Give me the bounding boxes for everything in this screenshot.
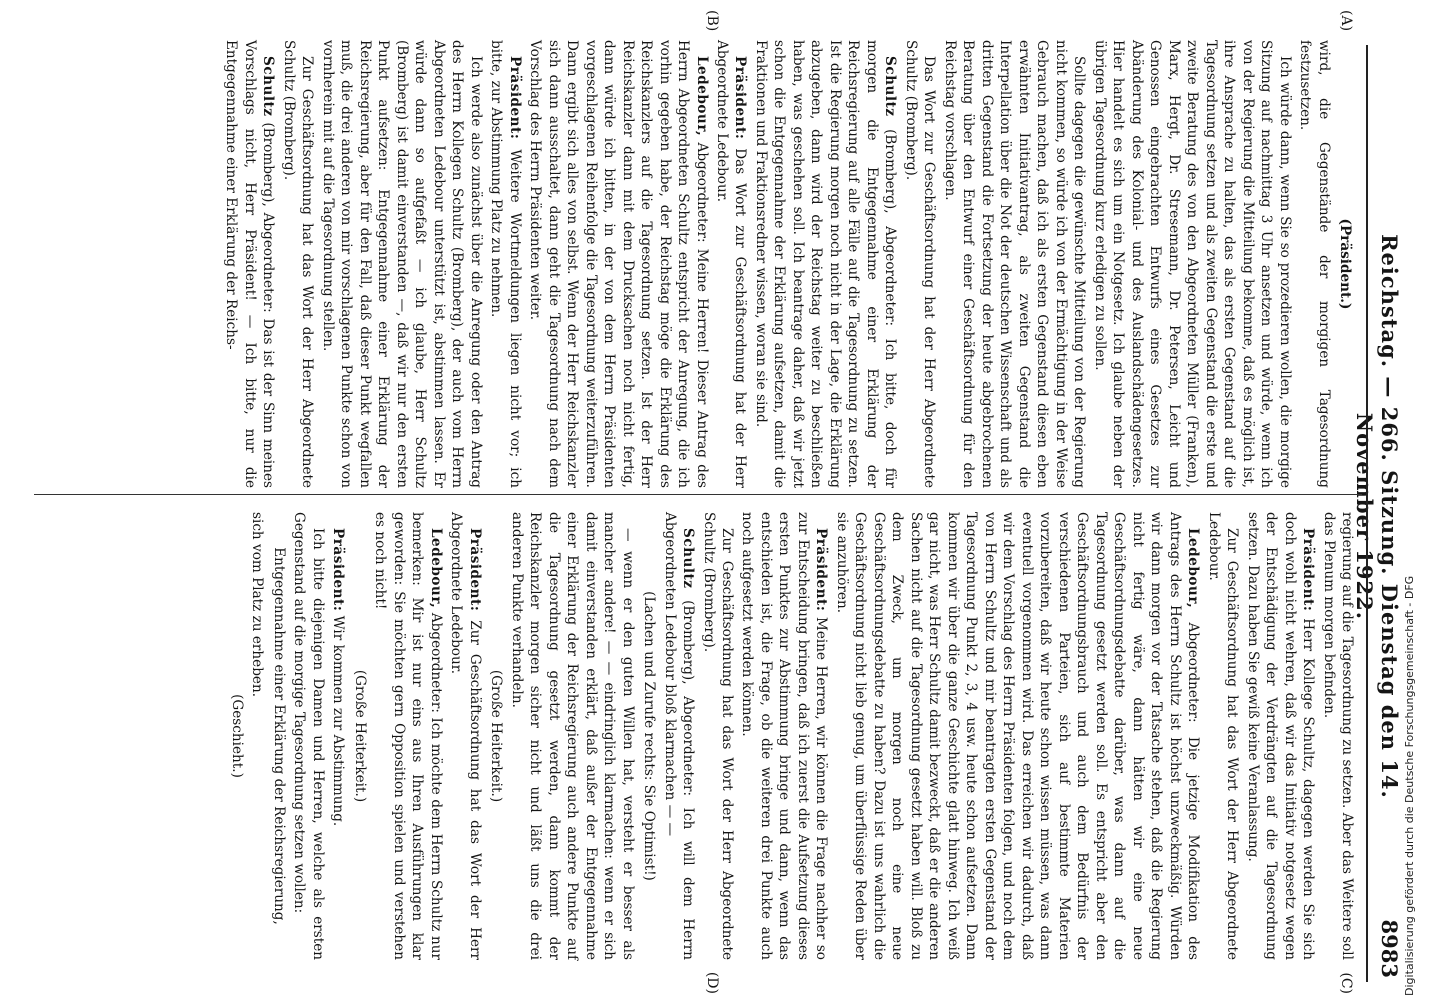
speaker-name: Präsident:: [1300, 528, 1317, 612]
speaker-continuation: (Präsident.): [1337, 218, 1353, 310]
speech-text: Abgeordneter: Die jetzige Modifikation des Antrags des Herrn Schultz ist höchst unzweckmäßig. Würden wir dann morgen vor der Tatsache stehen, daß die Regierung nicht fertig wäre, dann hätten wir eine neue Geschäftsordnungsdebatte darüber, was dann auf die Tagesordnung gesetzt werden soll. Es entspricht aber den Geschäftsordnungsbrauch und auch dem Bedürfnis der verschiedenen Parteien, sich auf bestimmte Materien vorzubereiten, daß wir heute schon wissen müssen, was dann eventuell vorgenommen wird. Das erreichen wir dadurch, daß wir dem Vorschlag des Herrn Präsidenten folgen, und noch dem von Herrn Schultz und mir beantragten ersten Gegenstand der Tagesordnung Punkt 2, 3, 4 usw. heute schon aufsetzen. Dann kommen wir über die ganze Geschichte glatt hinweg. Ich weiß gar nicht, was Herr Schultz damit bezweckt, daß er die anderen Sachen nicht auf die Tagesordnung gesetzt haben will. Bloß zu dem Zweck, um morgen noch eine neue Geschäftsordnungsdebatte zu haben? Dazu ist uns wahrlich die Geschäftsordnung nicht lieb genug, um überflüssige Reden über sie anzuhören.: [833, 512, 1202, 961]
speaker-name: Präsident:: [506, 56, 523, 140]
paragraph: — wenn er den guten Willen hat, versteht er besser als mancher andere! — — eindringlich klarmachen: wenn er sich damit einverstanden erklärt, daß außer der Entgegennahme einer Erklärung der Reichsregierung auch andere Punkte auf die Tagesordnung gesetzt werden, dann kommt der Reichskanzler morgen sicher nicht und läßt uns die drei anderen Punkte verhandeln.: [508, 512, 636, 960]
speaker-name: Schultz: [260, 56, 277, 117]
speech-text: Wir kommen zur Abstimmung.: [330, 615, 347, 827]
margin-marker-a: (A): [1338, 10, 1354, 32]
speech-paragraph: [832, 512, 1202, 960]
speech-paragraph: [713, 40, 750, 488]
speech-text: Das Wort zur Geschäftsordnung hat der Herr Abgeordnete Ledebour.: [714, 40, 749, 488]
paragraph: Ich bitte diejenigen Damen und Herren, welche als ersten Gegenstand auf die morgige Tagesordnung setzen wollen:: [291, 512, 326, 960]
paragraph: Sollte dagegen die gewünschte Mitteilung von der Regierung nicht kommen, so würde ich von der Ermächtigung in der Weise Gebrauch machen, daß ich als ersten Gegenstand diesen eben erwähnten Initiativantrag, als zweiten Gegenstand die Interpellation über die Not der deutschen Wissenschaft und als dritten Gegenstand die Fortsetzung der heute abgebrochenen Beratung über den Entwurf einer Geschäftsordnung für den Reichstag vorschlagen.: [941, 40, 1088, 488]
speech-text: Meine Herren, wir können die Frage nachher so zur Entscheidung bringen, daß ich zuerst die Aufsetzung dieses ersten Punktes zur Abstimmung bringe und dann, wenn das entschieden ist, die Frage, ob die weiteren drei Punkte auch noch aufgesetzt werden können.: [739, 512, 830, 960]
speech-paragraph: [222, 40, 277, 488]
margin-marker-b: (B): [704, 10, 720, 32]
speaker-name: Präsident:: [732, 56, 749, 140]
credit-text: Digitalisierung gefördert durch die Deutsche Forschungsgemeinschaft - DFG: [1403, 575, 1416, 996]
paragraph: regierung auf die Tagesordnung zu setzen. Aber das Weitere soll das Plenum morgen befinden.: [1320, 512, 1355, 960]
header-title: Reichstag. — 266. Sitzung. Dienstag den 14. November 1922.: [1352, 234, 1402, 799]
paragraph: Zur Geschäftsordnung hat das Wort der Herr Abgeordnete Ledebour.: [1205, 512, 1241, 960]
speaker-name: Schultz: [882, 56, 899, 117]
speech-paragraph: [447, 512, 484, 960]
speaker-name: Ledebour,: [693, 56, 710, 137]
speech-text: Weitere Wortmeldungen liegen nicht vor; ich bitte, zur Abstimmung Platz zu nehmen.: [488, 40, 523, 488]
paragraph: Ich werde also zunächst über die Anregung oder den Antrag des Herrn Kollegen Schultz (Bromberg), der auch vom Herrn Abgeordneten Ledebour unterstützt ist, abstimmen lassen. Er würde dann so aufgefaßt — ich glaube, Herr Schultz (Bromberg) ist damit einverstanden —, daß wir nur den ersten Punkt aufsetzen: Entgegennahme einer Erklärung der Reichsregierung, aber für den Fall, daß dieser Punkt wegfallen muß, die drei anderen von mir vorschlagenen Punkte schon von vornherein mit auf die Tagesordnung stellen.: [319, 40, 484, 488]
margin-marker-c: (C): [1338, 972, 1354, 994]
credit-svg: [1398, 0, 1422, 1000]
speech-paragraph: [738, 512, 830, 960]
speech-text: (Bromberg), Abgeordneter: Ich will dem Herrn Abgeordneten Ledebour bloß klarmachen — —: [661, 512, 697, 961]
speaker-name: Ledebour,: [427, 528, 444, 609]
interjection: (Lachen und Zurufe rechts: Sie Optimist!): [641, 591, 658, 881]
agenda-item: Entgegennahme einer Erklärung der Reichsregierung,: [270, 547, 287, 925]
speaker-name: Präsident:: [813, 528, 830, 612]
speaker-name: Präsident:: [330, 528, 347, 612]
interjection: (Geschieht.): [228, 694, 245, 778]
margin-marker-d: (D): [704, 971, 720, 994]
speech-paragraph: [371, 512, 445, 960]
speech-paragraph: [752, 40, 900, 488]
paragraph: wird, die Gegenstände der morgigen Tagesordnung festzusetzen.: [1297, 40, 1332, 488]
paragraph: sich vom Platz zu erheben.: [249, 512, 266, 698]
speech-text: Herr Kollege Schultz, dagegen werden Sie sich doch wohl nicht wehren, daß wir das Initiativ notgesetz wegen der Entschädigung der Verdrängten auf die Tagesordnung setzen. Dazu haben Sie gewiß keine Veranlassung.: [1244, 512, 1317, 960]
speech-paragraph: [526, 40, 711, 488]
column-divider: [34, 494, 1362, 495]
speech-text: Zur Geschäftsordnung hat das Wort der Herr Abgeordnete Ledebour.: [448, 512, 483, 960]
paragraph: Zur Geschäftsordnung hat das Wort der Herr Abgeordnete Schultz (Bromberg).: [280, 40, 316, 488]
speech-paragraph: [660, 512, 697, 960]
speech-paragraph: [1243, 512, 1317, 960]
speech-paragraph: [329, 512, 347, 960]
header-rule: [1366, 45, 1368, 982]
paragraph: Das Wort zur Geschäftsordnung hat der Herr Abgeordnete Schultz (Bromberg).: [902, 40, 938, 488]
speech-text: (Bromberg), Abgeordneter: Ich bitte, doch für morgen die Entgegennahme einer Erklärung der Reichsregierung auf alle Fälle auf die Tagesordnung zu setzen. Ist die Regierung morgen noch nicht in der Lage, die Erklärung abzugeben, dann wird der Reichstag weiter zu beschließen haben, was geschehen soll. Ich beantrage daher, daß wir jetzt schon die Entgegennahme der Erklärung aufsetzen, damit die Fraktionen und Fraktionsredner wissen, woran sie sind.: [752, 40, 899, 488]
right-column: [224, 512, 1356, 960]
left-column: [220, 40, 1356, 488]
speaker-name: Schultz: [680, 528, 697, 589]
page-number: 8983: [1377, 919, 1402, 978]
speaker-name: Präsident:: [466, 528, 483, 612]
speech-paragraph: [487, 40, 524, 488]
speaker-name: Ledebour,: [1185, 528, 1202, 609]
speech-text: Abgeordneter: Meine Herren! Dieser Antrag des Herrn Abgeordneten Schultz entspricht der Anregung, die ich vorhin gegeben habe, der Reichstag möge die Erklärung des Reichskanzlers auf die Tagesordnung setzen. Ist der Herr Reichskanzler dann mit dem Drucksachen noch nicht fertig, dann würde ich bitten, in der von dem Herrn Präsidenten vorgeschlagenen Reihenfolge die Tagesordnung weiterzuführen. Dann ergibt sich alles von selbst. Wenn der Herr Reichskanzler sich dann ausschaltet, dann geht die Tagesordnung nach dem Vorschlag des Herrn Präsidenten weiter.: [527, 40, 710, 488]
speech-text: Abgeordneter: Ich möchte dem Herrn Schultz nur bemerken: Mir ist nur eins aus Ihren Ausführungen klar geworden: Sie möchten gern Opposition spielen und verstehen es noch nicht!: [372, 512, 444, 960]
paragraph: Zur Geschäftsordnung hat das Wort der Herr Abgeordnete Schultz (Bromberg).: [700, 512, 736, 960]
paragraph: Ich würde dann, wenn Sie so prozedieren wollen, die morgige Sitzung auf nachmittag 3 Uhr ansetzen und würde, wenn ich von der Regierung die Mitteilung bekomme, daß es möglich ist, ihre Ansprache zu halten, das als ersten Gegenstand auf die Tagesordnung setzen und als zweiten Gegenstand die erste und zweite Beratung des von den Abgeordneten Müller (Franken), Marx, Hergt, Dr. Stresemann, Dr. Petersen, Leicht und Genossen eingebrachten Entwurfs eines Gesetzes zur Abänderung des Kolonial- und des Auslandschädengesetzes. Hier handelt es sich um ein Notgesetz. Ich glaube neben der übrigen Tagesordnung kurz erledigen zu sollen.: [1091, 40, 1293, 488]
speech-text: (Bromberg), Abgeordneter: Das ist der Sinn meines Vorschlags nicht, Herr Präsident! — Ich bitte, nur die Entgegennahme einer Erklärung der Reichs-: [223, 40, 277, 488]
digitization-credit: [1398, 0, 1422, 1000]
interjection: (Große Heiterkeit.): [488, 669, 505, 803]
interjection: (Große Heiterkeit.): [351, 669, 368, 803]
